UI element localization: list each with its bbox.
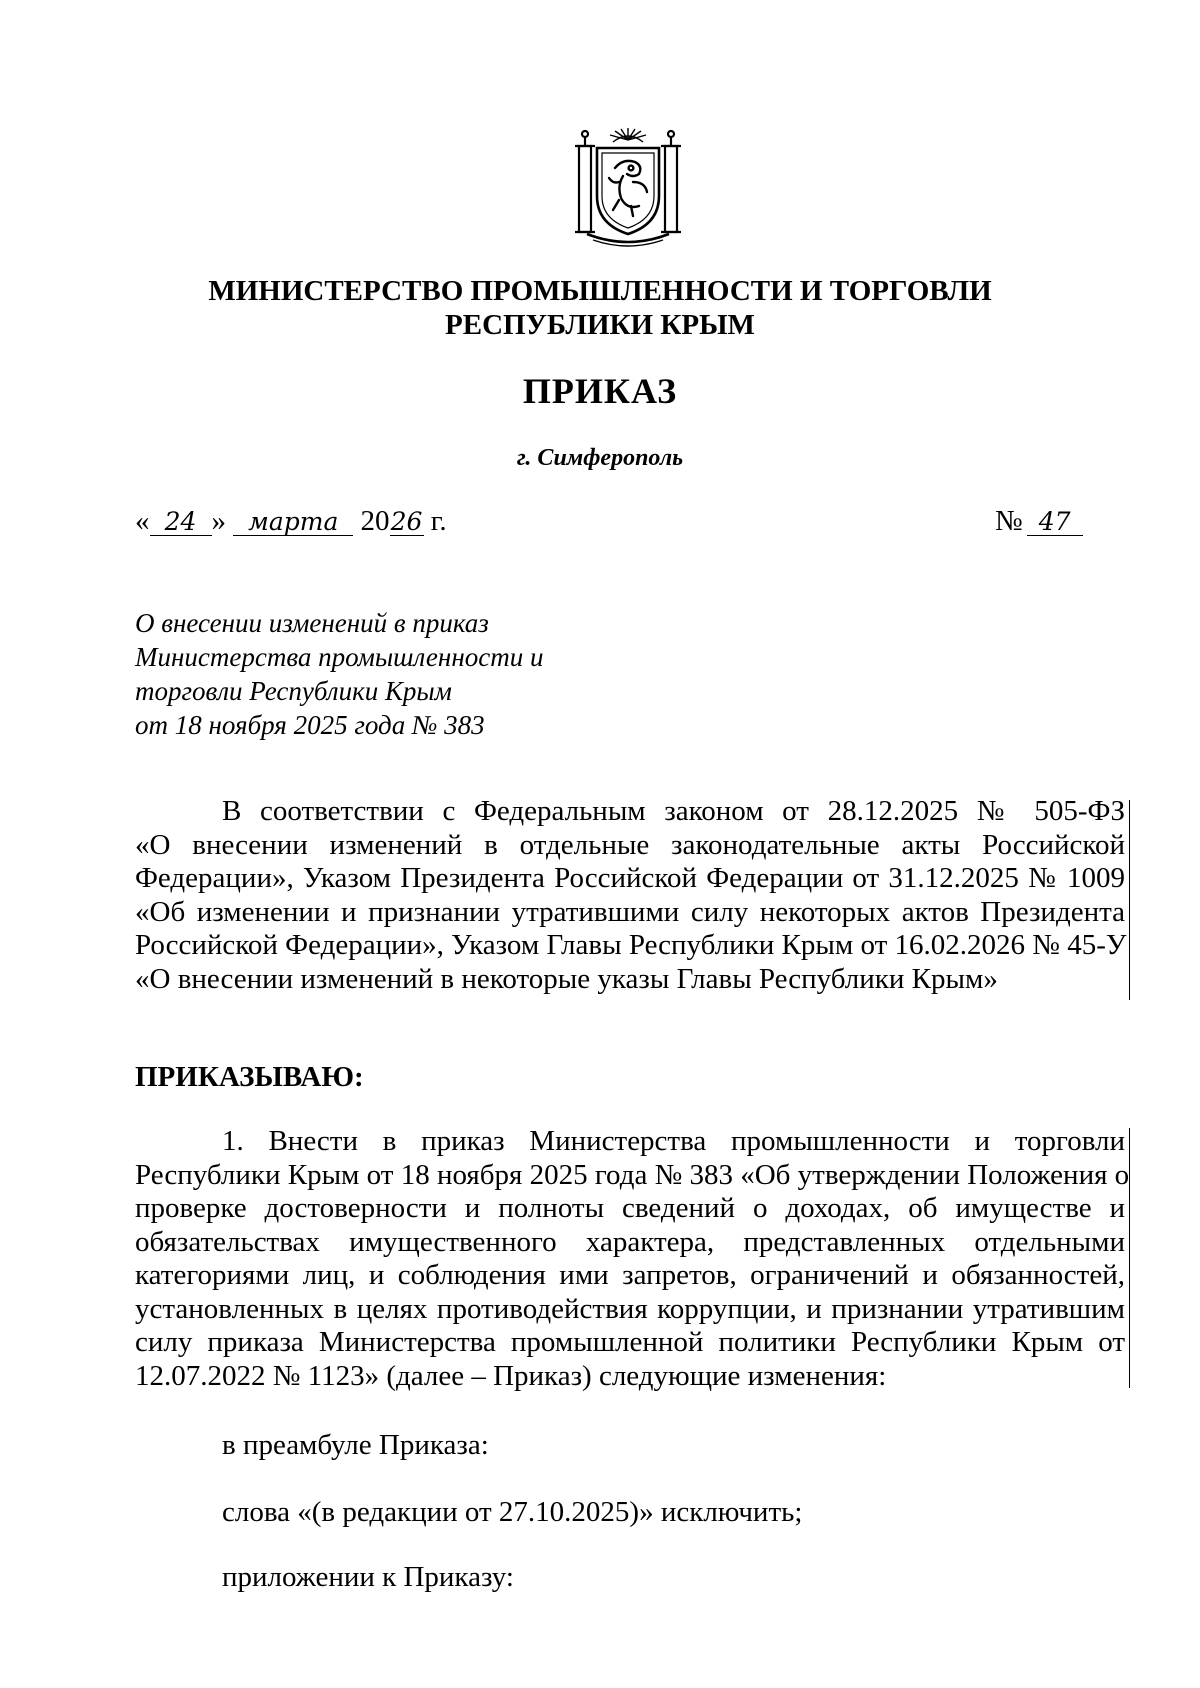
- date-year-prefix: 20: [360, 505, 390, 537]
- decree-word: ПРИКАЗЫВАЮ:: [135, 1061, 364, 1093]
- change-words-excluded: слова «(в редакции от 27.10.2025)» исключить;: [222, 1496, 803, 1528]
- subject-line: торговли Республики Крым: [135, 676, 452, 706]
- date-day-handwritten: 24: [150, 509, 212, 536]
- date-year-mark: г.: [430, 505, 447, 537]
- city-name: г. Симферополь: [516, 445, 684, 471]
- item-1-line: категориями лиц, и соблюдения ими запретов, ограничений и обязанностей,: [135, 1259, 1125, 1291]
- scan-margin-line: [1129, 800, 1130, 1000]
- item-1-line: установленных в целях противодействия коррупции, и признании утратившим: [135, 1292, 1125, 1325]
- preamble-line: Российской Федерации», Указом Главы Республики Крым от 16.02.2026 № 45-У: [135, 929, 1127, 961]
- item-1-paragraph: [135, 1125, 1130, 1393]
- document-type-title: ПРИКАЗ: [522, 371, 678, 411]
- date-open-quote: «: [135, 505, 150, 537]
- item-1-line: проверке достоверности и полноты сведений о доходах, об имуществе и: [135, 1192, 1125, 1224]
- preamble-line: «О внесении изменений в отдельные законодательные акты Российской: [135, 828, 1125, 861]
- item-1-line: Республики Крым от 18 ноября 2025 года № 383 «Об утверждении Положения о: [135, 1158, 1130, 1191]
- order-subject: [135, 606, 543, 742]
- subject-line: от 18 ноября 2025 года № 383: [135, 710, 485, 740]
- scan-margin-line: [1129, 1128, 1130, 1388]
- date-year-handwritten: 26: [390, 507, 423, 536]
- preamble-paragraph: [135, 795, 1125, 996]
- item-1-line: 1. Внести в приказ Министерства промышленности и торговли: [222, 1125, 1125, 1157]
- ministry-name-line-1: МИНИСТЕРСТВО ПРОМЫШЛЕННОСТИ И ТОРГОВЛИ: [208, 275, 992, 307]
- number-label: №: [995, 505, 1023, 537]
- change-appendix-heading: приложении к Приказу:: [222, 1561, 514, 1593]
- order-date: [135, 504, 447, 538]
- preamble-line: В соответствии с Федеральным законом от 28.12.2025 № 505-ФЗ: [222, 795, 1125, 827]
- item-1-line: обязательствах имущественного характера, представленных отдельными: [135, 1225, 1125, 1258]
- preamble-line: «Об изменении и признании утратившими силу некоторых актов Президента: [135, 895, 1125, 928]
- preamble-line: Федерации», Указом Президента Российской Федерации от 31.12.2025 № 1009: [135, 862, 1125, 894]
- preamble-line: «О внесении изменений в некоторые указы Главы Республики Крым»: [135, 962, 998, 995]
- subject-line: Министерства промышленности и: [135, 642, 544, 672]
- date-month-handwritten: марта: [233, 509, 353, 536]
- subject-line: О внесении изменений в приказ: [135, 608, 489, 638]
- item-1-line: силу приказа Министерства промышленной политики Республики Крым от: [135, 1326, 1125, 1358]
- order-number: [995, 504, 1083, 538]
- item-1-line: 12.07.2022 № 1123» (далее – Приказ) следующие изменения:: [135, 1359, 887, 1392]
- date-close-quote: »: [211, 505, 226, 537]
- number-handwritten: 47: [1027, 509, 1083, 536]
- crimea-coat-of-arms-icon: [573, 126, 683, 250]
- ministry-name-line-2: РЕСПУБЛИКИ КРЫМ: [445, 309, 755, 341]
- change-preamble-heading: в преамбуле Приказа:: [222, 1429, 489, 1461]
